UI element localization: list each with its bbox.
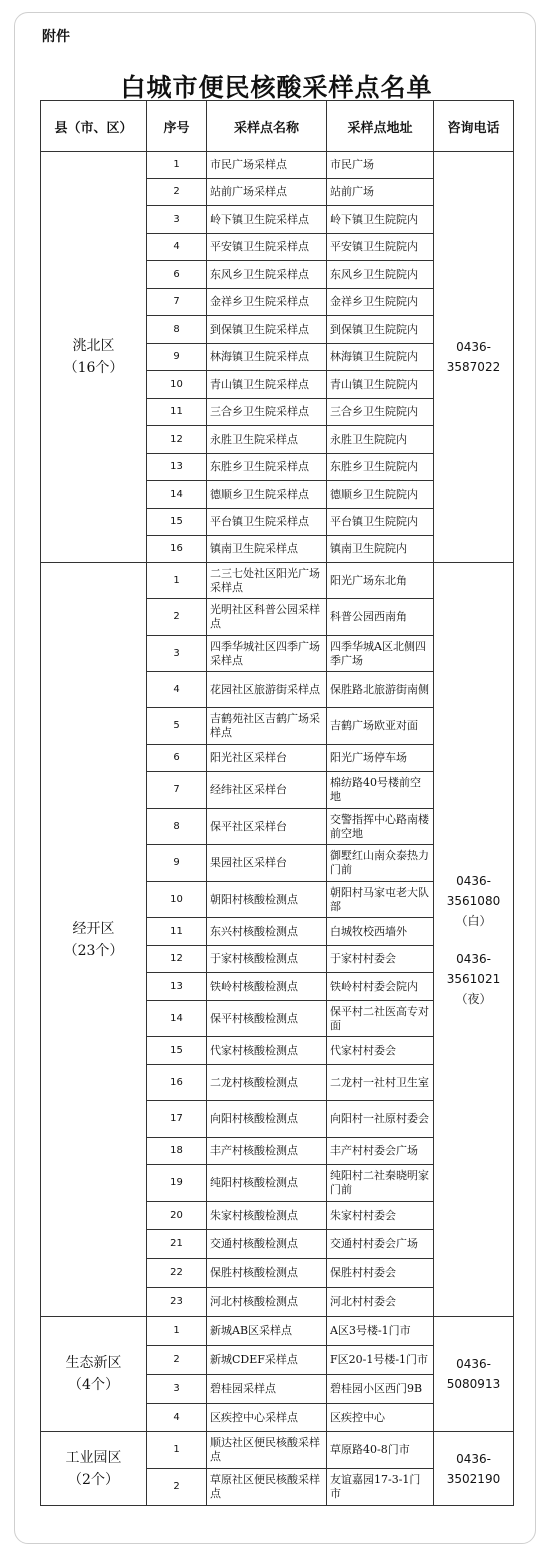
row-number: 3 xyxy=(147,1375,207,1404)
site-name: 岭下镇卫生院采样点 xyxy=(207,206,327,234)
sampling-sites-table xyxy=(40,100,514,1506)
site-address: 保平村二社医高专对面 xyxy=(327,1001,434,1037)
county-name: 经开区 xyxy=(72,920,115,937)
site-address: 白城牧校西墙外 xyxy=(327,918,434,946)
table-row xyxy=(41,563,514,599)
site-address: 草原路40-8门市 xyxy=(327,1432,434,1469)
site-name: 东胜乡卫生院采样点 xyxy=(207,454,327,481)
site-address: 保胜村村委会 xyxy=(327,1259,434,1288)
site-name: 朱家村核酸检测点 xyxy=(207,1202,327,1230)
phone-area-code: 0436- xyxy=(456,951,491,966)
site-address: 四季华城A区北侧四季广场 xyxy=(327,636,434,672)
column-header-county: 县（市、区） xyxy=(41,101,147,152)
site-name: 阳光社区采样台 xyxy=(207,745,327,772)
site-address: 平安镇卫生院院内 xyxy=(327,234,434,261)
table-row xyxy=(41,152,514,179)
row-number: 17 xyxy=(147,1101,207,1138)
site-name: 二三七处社区阳光广场采样点 xyxy=(207,563,327,599)
row-number: 4 xyxy=(147,234,207,261)
row-number: 6 xyxy=(147,261,207,289)
row-number: 15 xyxy=(147,509,207,536)
site-name: 平安镇卫生院采样点 xyxy=(207,234,327,261)
phone-local-number: 3502190 xyxy=(446,1471,501,1486)
site-name: 碧桂园采样点 xyxy=(207,1375,327,1404)
row-number: 16 xyxy=(147,536,207,563)
phone-note: （夜） xyxy=(455,991,492,1006)
site-address: 向阳村一社原村委会 xyxy=(327,1101,434,1138)
site-name: 于家村核酸检测点 xyxy=(207,946,327,973)
row-number: 10 xyxy=(147,371,207,399)
site-name: 东兴村核酸检测点 xyxy=(207,918,327,946)
county-site-count: （16个） xyxy=(63,360,124,376)
row-number: 18 xyxy=(147,1138,207,1165)
site-address: 于家村村委会 xyxy=(327,946,434,973)
site-name: 林海镇卫生院采样点 xyxy=(207,344,327,371)
site-address: 林海镇卫生院院内 xyxy=(327,344,434,371)
site-name: 区疾控中心采样点 xyxy=(207,1404,327,1432)
county-cell xyxy=(41,152,147,563)
site-address: 青山镇卫生院院内 xyxy=(327,371,434,399)
site-name: 吉鹤苑社区吉鹤广场采样点 xyxy=(207,708,327,745)
site-address: 友谊嘉园17-3-1门市 xyxy=(327,1469,434,1506)
row-number: 3 xyxy=(147,636,207,672)
site-name: 四季华城社区四季广场采样点 xyxy=(207,636,327,672)
site-address: 阳光广场停车场 xyxy=(327,745,434,772)
phone-local-number: 3561021 xyxy=(446,971,501,986)
site-address: 平台镇卫生院院内 xyxy=(327,509,434,536)
site-address: 永胜卫生院院内 xyxy=(327,426,434,454)
county-name: 生态新区 xyxy=(65,1355,122,1371)
site-address: 到保镇卫生院院内 xyxy=(327,316,434,344)
county-cell xyxy=(41,1317,147,1432)
site-name: 青山镇卫生院采样点 xyxy=(207,371,327,399)
site-name: 铁岭村核酸检测点 xyxy=(207,973,327,1001)
site-address: 镇南卫生院院内 xyxy=(327,536,434,563)
phone-note: （白） xyxy=(455,913,492,928)
site-name: 代家村核酸检测点 xyxy=(207,1037,327,1065)
row-number: 12 xyxy=(147,946,207,973)
row-number: 2 xyxy=(147,1469,207,1506)
phone-spacer xyxy=(437,931,510,949)
site-name: 站前广场采样点 xyxy=(207,179,327,206)
site-name: 保平社区采样台 xyxy=(207,809,327,845)
row-number: 11 xyxy=(147,918,207,946)
county-name: 洮北区 xyxy=(72,338,115,354)
site-address: 铁岭村村委会院内 xyxy=(327,973,434,1001)
row-number: 21 xyxy=(147,1230,207,1259)
site-name: 丰产村核酸检测点 xyxy=(207,1138,327,1165)
row-number: 2 xyxy=(147,179,207,206)
row-number: 22 xyxy=(147,1259,207,1288)
row-number: 1 xyxy=(147,1317,207,1346)
row-number: 8 xyxy=(147,316,207,344)
phone-area-code: 0436- xyxy=(456,1357,491,1371)
row-number: 10 xyxy=(147,882,207,918)
column-header-phone: 咨询电话 xyxy=(434,101,514,152)
row-number: 2 xyxy=(147,599,207,636)
site-name: 保平村核酸检测点 xyxy=(207,1001,327,1037)
county-cell xyxy=(41,1432,147,1506)
site-name: 朝阳村核酸检测点 xyxy=(207,882,327,918)
phone-cell xyxy=(434,1432,514,1506)
site-address: F区20-1号楼-1门市 xyxy=(327,1346,434,1375)
row-number: 23 xyxy=(147,1288,207,1317)
site-name: 德顺乡卫生院采样点 xyxy=(207,481,327,509)
site-name: 花园社区旅游街采样点 xyxy=(207,672,327,708)
site-name: 顺达社区便民核酸采样点 xyxy=(207,1432,327,1469)
site-name: 镇南卫生院采样点 xyxy=(207,536,327,563)
row-number: 4 xyxy=(147,1404,207,1432)
row-number: 11 xyxy=(147,399,207,426)
site-address: 德顺乡卫生院院内 xyxy=(327,481,434,509)
row-number: 20 xyxy=(147,1202,207,1230)
table-body xyxy=(41,152,514,1506)
phone-area-code: 0436- xyxy=(456,873,491,888)
county-name: 工业园区 xyxy=(65,1449,122,1466)
site-address: 纯阳村二社秦晓明家门前 xyxy=(327,1165,434,1202)
phone-local-number: 3561080 xyxy=(446,893,501,908)
row-number: 7 xyxy=(147,772,207,809)
table-row xyxy=(41,1317,514,1346)
site-address: 阳光广场东北角 xyxy=(327,563,434,599)
site-address: 御墅红山南众泰热力门前 xyxy=(327,845,434,882)
site-name: 纯阳村核酸检测点 xyxy=(207,1165,327,1202)
site-address: 东风乡卫生院院内 xyxy=(327,261,434,289)
row-number: 15 xyxy=(147,1037,207,1065)
site-address: 丰产村村委会广场 xyxy=(327,1138,434,1165)
column-header-number: 序号 xyxy=(147,101,207,152)
row-number: 9 xyxy=(147,845,207,882)
site-name: 金祥乡卫生院采样点 xyxy=(207,289,327,316)
county-site-count: （23个） xyxy=(63,942,124,959)
site-address: 棉纺路40号楼前空地 xyxy=(327,772,434,809)
row-number: 1 xyxy=(147,1432,207,1469)
site-address: 市民广场 xyxy=(327,152,434,179)
site-name: 新城AB区采样点 xyxy=(207,1317,327,1346)
site-address: 碧桂园小区西门9B xyxy=(327,1375,434,1404)
column-header-site-address: 采样点地址 xyxy=(327,101,434,152)
row-number: 5 xyxy=(147,708,207,745)
site-name: 交通村核酸检测点 xyxy=(207,1230,327,1259)
site-name: 东风乡卫生院采样点 xyxy=(207,261,327,289)
site-address: 交通村村委会广场 xyxy=(327,1230,434,1259)
site-name: 新城CDEF采样点 xyxy=(207,1346,327,1375)
phone-area-code: 0436- xyxy=(456,340,491,354)
row-number: 7 xyxy=(147,289,207,316)
phone-cell xyxy=(434,1317,514,1432)
row-number: 4 xyxy=(147,672,207,708)
site-address: 岭下镇卫生院院内 xyxy=(327,206,434,234)
site-name: 二龙村核酸检测点 xyxy=(207,1065,327,1101)
row-number: 12 xyxy=(147,426,207,454)
document-title: 白城市便民核酸采样点名单 xyxy=(120,73,433,102)
phone-area-code: 0436- xyxy=(456,1451,491,1466)
site-name: 草原社区便民核酸采样点 xyxy=(207,1469,327,1506)
site-name: 保胜村核酸检测点 xyxy=(207,1259,327,1288)
site-name: 永胜卫生院采样点 xyxy=(207,426,327,454)
site-address: 代家村村委会 xyxy=(327,1037,434,1065)
site-name: 经纬社区采样台 xyxy=(207,772,327,809)
site-address: 科普公园西南角 xyxy=(327,599,434,636)
site-address: 河北村村委会 xyxy=(327,1288,434,1317)
site-address: 三合乡卫生院院内 xyxy=(327,399,434,426)
site-address: 保胜路北旅游街南侧 xyxy=(327,672,434,708)
phone-local-number: 5080913 xyxy=(446,1377,501,1391)
row-number: 6 xyxy=(147,745,207,772)
site-address: 交警指挥中心路南楼前空地 xyxy=(327,809,434,845)
county-site-count: （2个） xyxy=(68,1471,119,1488)
row-number: 1 xyxy=(147,563,207,599)
table-header-row xyxy=(41,101,514,152)
site-name: 向阳村核酸检测点 xyxy=(207,1101,327,1138)
column-header-site-name: 采样点名称 xyxy=(207,101,327,152)
row-number: 16 xyxy=(147,1065,207,1101)
site-address: 吉鹤广场欧亚对面 xyxy=(327,708,434,745)
row-number: 19 xyxy=(147,1165,207,1202)
site-name: 光明社区科普公园采样点 xyxy=(207,599,327,636)
row-number: 13 xyxy=(147,454,207,481)
phone-cell xyxy=(434,152,514,563)
row-number: 14 xyxy=(147,481,207,509)
row-number: 1 xyxy=(147,152,207,179)
county-site-count: （4个） xyxy=(68,1377,119,1393)
row-number: 13 xyxy=(147,973,207,1001)
site-name: 平台镇卫生院采样点 xyxy=(207,509,327,536)
site-address: 区疾控中心 xyxy=(327,1404,434,1432)
site-address: 站前广场 xyxy=(327,179,434,206)
site-address: 朝阳村马家屯老大队部 xyxy=(327,882,434,918)
site-address: 朱家村村委会 xyxy=(327,1202,434,1230)
phone-cell xyxy=(434,563,514,1317)
row-number: 2 xyxy=(147,1346,207,1375)
row-number: 9 xyxy=(147,344,207,371)
table-row xyxy=(41,1432,514,1469)
site-address: 二龙村一社村卫生室 xyxy=(327,1065,434,1101)
row-number: 14 xyxy=(147,1001,207,1037)
site-name: 市民广场采样点 xyxy=(207,152,327,179)
county-cell xyxy=(41,563,147,1317)
site-address: A区3号楼-1门市 xyxy=(327,1317,434,1346)
phone-local-number: 3587022 xyxy=(446,360,501,374)
row-number: 8 xyxy=(147,809,207,845)
attachment-label: 附件 xyxy=(42,29,70,45)
site-name: 三合乡卫生院采样点 xyxy=(207,399,327,426)
site-name: 河北村核酸检测点 xyxy=(207,1288,327,1317)
site-address: 东胜乡卫生院院内 xyxy=(327,454,434,481)
site-name: 到保镇卫生院采样点 xyxy=(207,316,327,344)
row-number: 3 xyxy=(147,206,207,234)
site-address: 金祥乡卫生院院内 xyxy=(327,289,434,316)
site-name: 果园社区采样台 xyxy=(207,845,327,882)
